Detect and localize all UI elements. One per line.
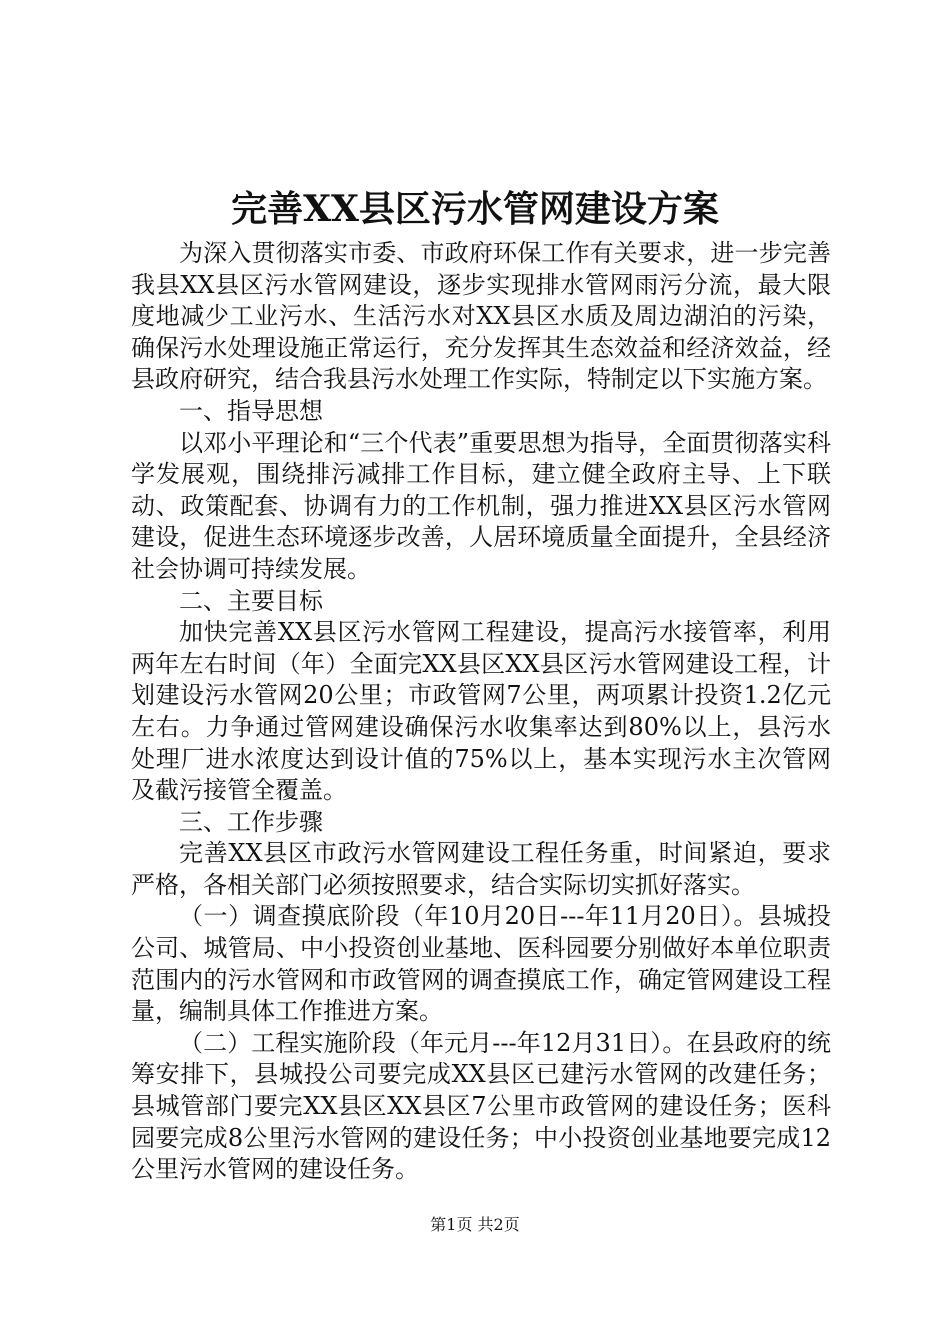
section-heading-work-steps: 三、工作步骤 [179,807,323,836]
intro-paragraph: 为深入贯彻落实市委、市政府环保工作有关要求，进一步完善我县XX县区污水管网建设，逐步实现排水管网雨污分流，最大限度地减少工业污水、生活污水对XX县区水质及周边湖泊的污染，确保污水处理设施正常运行，充分发挥其生态效益和经济效益，经县政府研究，结合我县污水处理工作实际，特制定以下实施方案。 [131,239,831,394]
work-steps-paragraph: 完善XX县区市政污水管网建设工程任务重，时间紧迫，要求严格，各相关部门必须按照要求，结合实际切实抓好落实。 [131,839,831,899]
main-goals-paragraph: 加快完善XX县区污水管网工程建设，提高污水接管率，利用两年左右时间（年）全面完XX县区XX县区污水管网建设工程，计划建设污水管网20公里；市政管网7公里，两项累计投资1.2亿元左右。力争通过管网建设确保污水收集率达到80%以上，县污水处理厂进水浓度达到设计值的75%以上，基本实现污水主次管网及截污接管全覆盖。 [131,618,831,805]
survey-stage-paragraph: （一）调查摸底阶段（年10月20日---年11月20日）。县城投公司、城管局、中小投资创业基地、医科园要分别做好本单位职责范围内的污水管网和市政管网的调查摸底工作，确定管网建设工程量，编制具体工作推进方案。 [131,902,831,1026]
document-body [131,238,831,1186]
section-heading-guiding-thought: 一、指导思想 [179,396,323,425]
implementation-stage-paragraph: （二）工程实施阶段（年元月---年12月31日）。在县政府的统筹安排下，县城投公司要完成XX县区已建污水管网的改建任务；县城管部门要完XX县区XX县区7公里市政管网的建设任务；医科园要完成8公里污水管网的建设任务；中小投资创业基地要完成12公里污水管网的建设任务。 [131,1028,831,1184]
document-title: 完善XX县区污水管网建设方案 [231,188,719,230]
section-heading-main-goals: 二、主要目标 [179,586,323,615]
guiding-thought-paragraph: 以邓小平理论和“三个代表”重要思想为指导，全面贯彻落实科学发展观，围绕排污减排工作目标，建立健全政府主导、上下联动、政策配套、协调有力的工作机制，强力推进XX县区污水管网建设，促进生态环境逐步改善，人居环境质量全面提升，全县经济社会协调可持续发展。 [131,428,831,583]
page-footer: 第1页 共2页 [430,1215,520,1234]
